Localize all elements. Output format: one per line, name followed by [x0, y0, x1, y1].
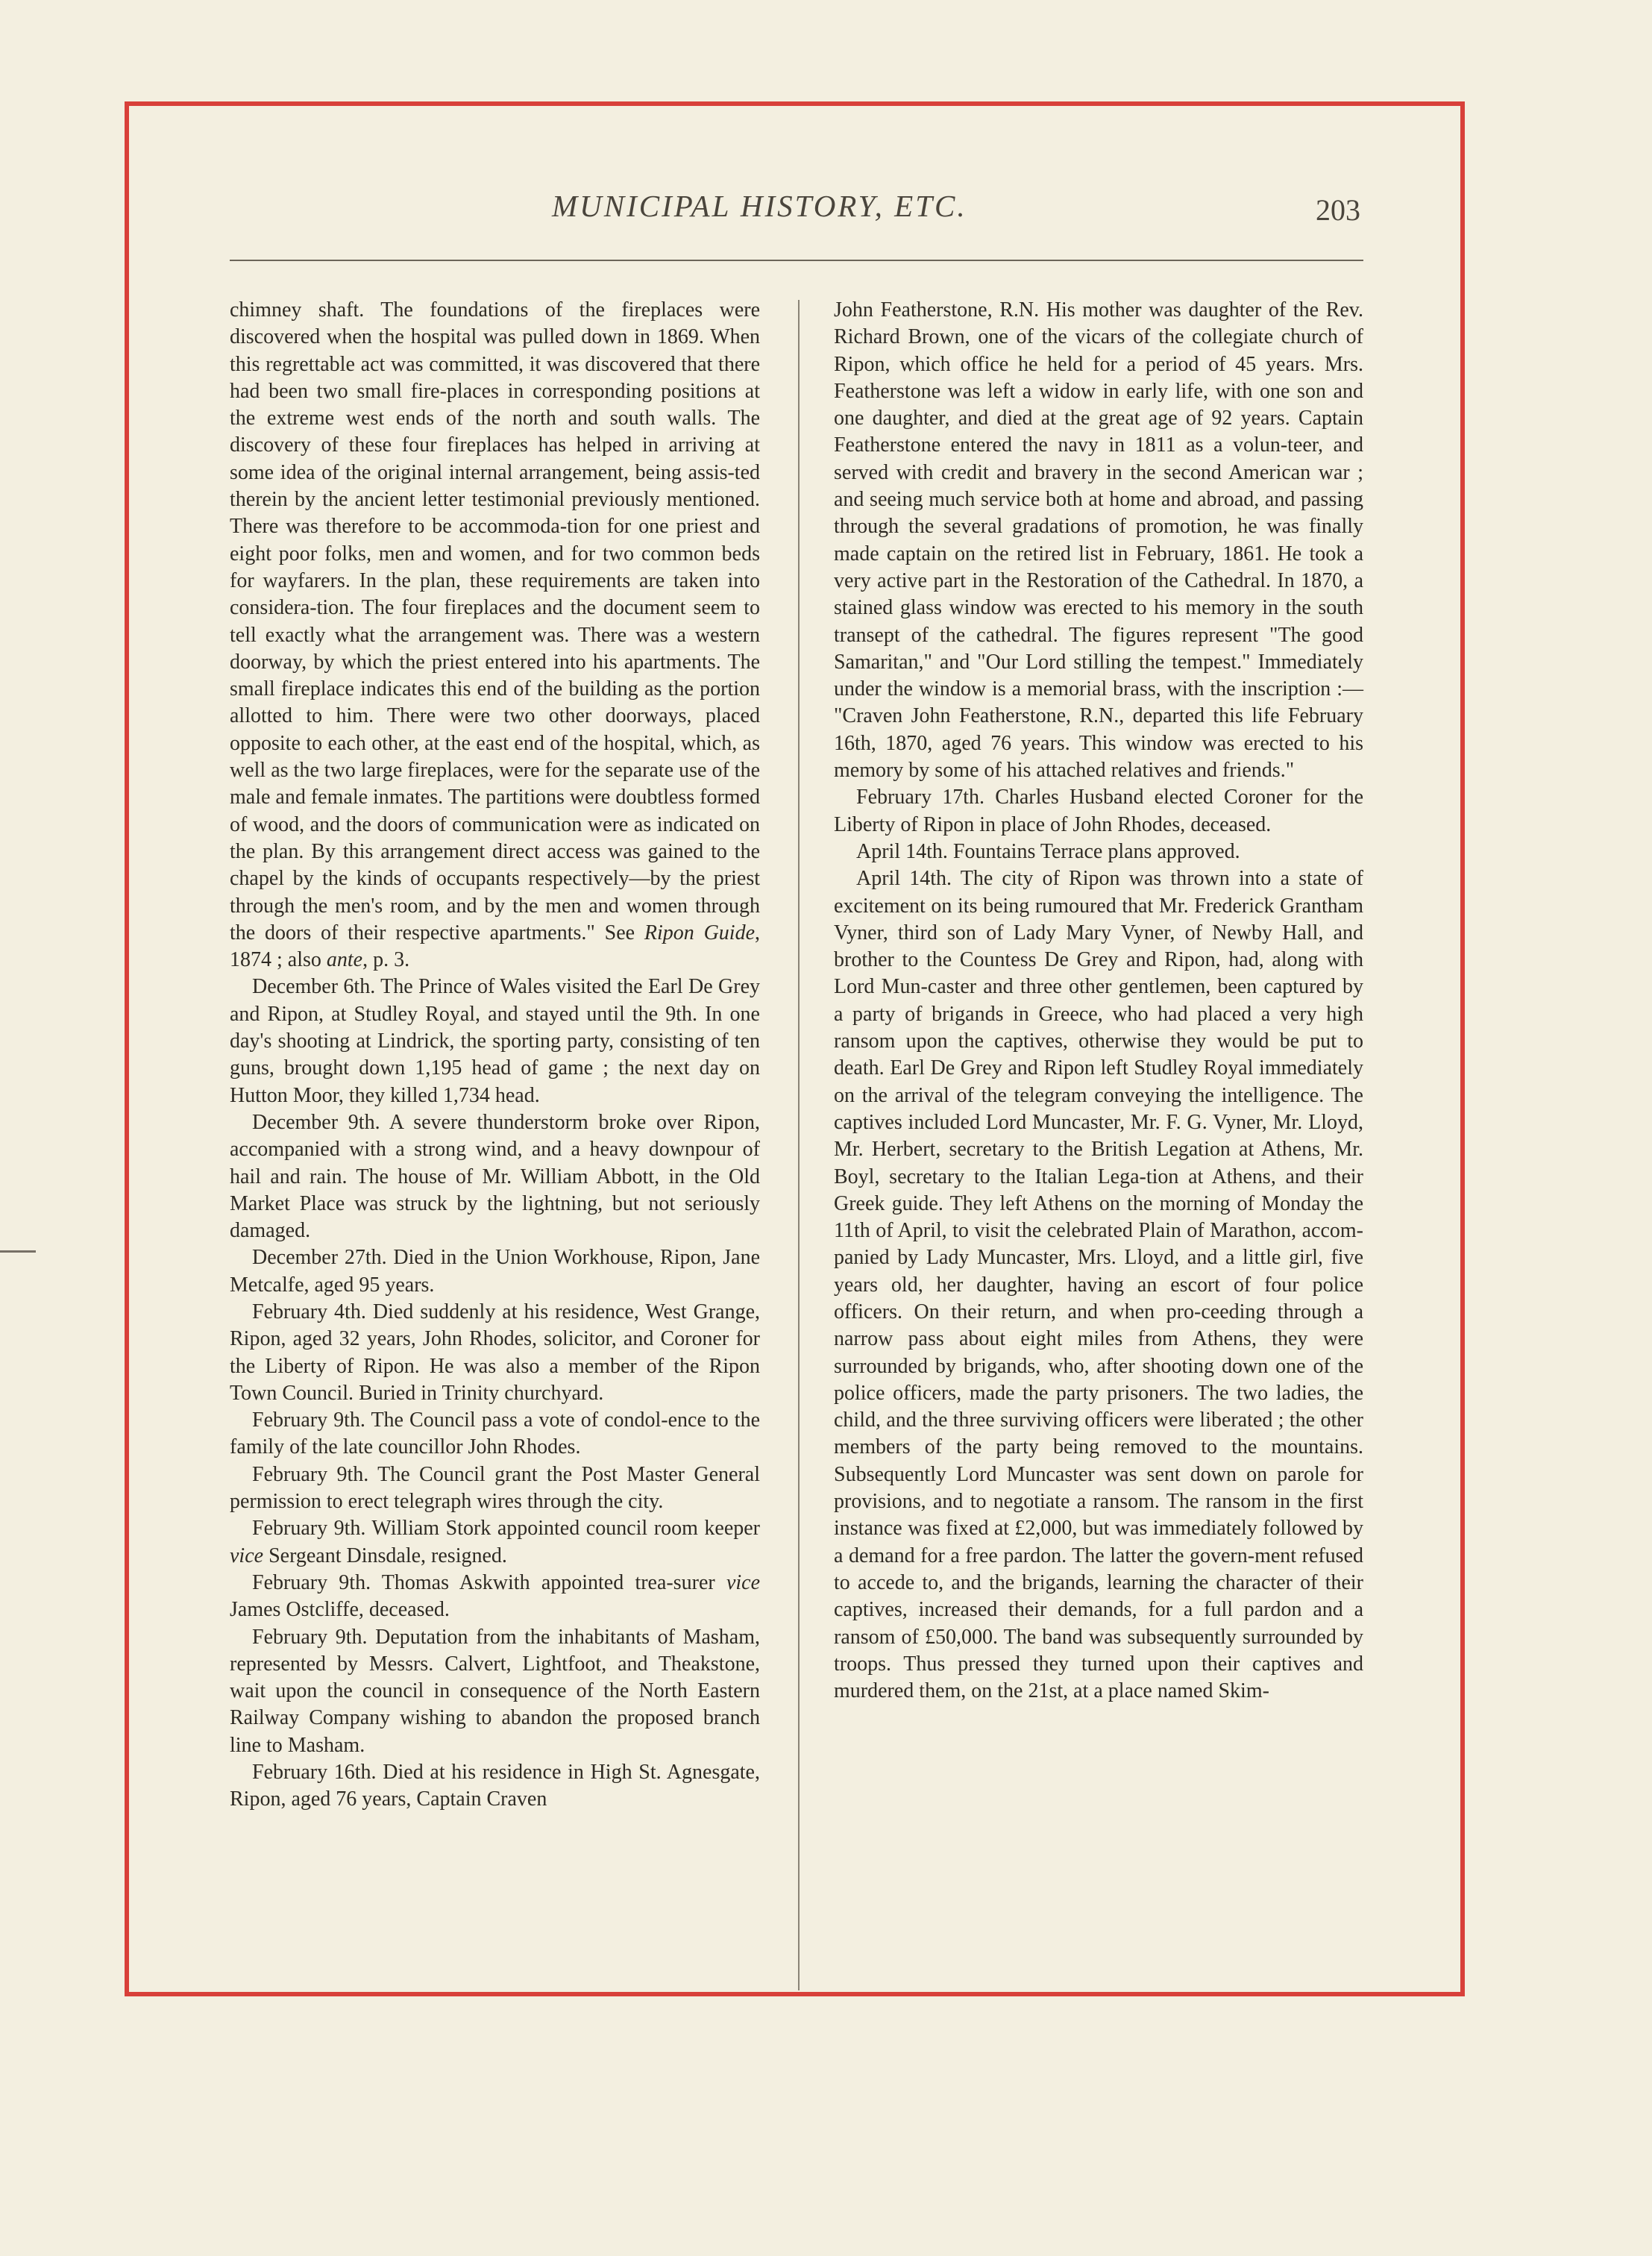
reference-text: , 1874 ; also [230, 921, 761, 972]
entry-text: February 9th. William Stork appointed council room keeper [252, 1517, 760, 1541]
entry-feb-4: February 4th. Died suddenly at his residence, West Grange, Ripon, aged 32 years, John Rhodes, solicitor, and Coroner for the Liberty of Ripon. He was also a member of the Ripon Town Council. Buried in Trinity churchyard. [230, 1300, 760, 1405]
italic-vice: vice [726, 1570, 761, 1594]
entry-feb-9-masham: February 9th. Deputation from the inhabitants of Masham, represented by Messrs. Calvert, Lightfoot, and Theakstone, wait upon the council in consequence of the North Eastern Railway Company wishing to abandon the proposed branch line to Masham. [230, 1625, 760, 1757]
header-rule [230, 260, 1363, 261]
entry-dec-6: December 6th. The Prince of Wales visited the Earl De Grey and Ripon, at Studley Royal, and stayed until the 9th. In one day's shooting at Lindrick, the sporting party, consisting of ten guns, brought down 1,195 head of game ; the next day on Hutton Moor, they killed 1,734 head. [230, 975, 760, 1107]
entry-feb-9-room-keeper [230, 1515, 760, 1570]
entry-feb-16: February 16th. Died at his residence in High St. Agnesgate, Ripon, aged 76 years, Captain Craven [230, 1761, 760, 1811]
margin-mark [0, 1250, 36, 1253]
running-head: MUNICIPAL HISTORY, ETC. [552, 189, 967, 223]
entry-feb-9-telegraph: February 9th. The Council grant the Post Master General permission to erect telegraph wires through the city. [230, 1462, 760, 1514]
right-column [834, 297, 1363, 1705]
paragraph-featherstone: John Featherstone, R.N. His mother was daughter of the Rev. Richard Brown, one of the vicars of the collegiate church of Ripon, which office he held for a period of 45 years. Mrs. Featherstone was left a widow in early life, with one son and one daughter, and died at the great age of 92 years. Captain Featherstone entered the navy in 1811 as a volun-teer, and served with credit and bravery in the second American war ; and seeing much service both at home and abroad, and passing through the several gradations of promotion, he was finally made captain on the retired list in February, 1861. He took a very active part in the Restoration of the Cathedral. In 1870, a stained glass window was erected to his memory in the south transept of the cathedral. The figures represent "The good Samaritan," and "Our Lord stilling the tempest." Immediately under the window is a memorial brass, with the inscription :— "Craven John Featherstone, R.N., departed this life February 16th, 1870, aged 76 years. This window was erected to his memory by some of his attached relatives and friends." [834, 298, 1363, 783]
reference-ripon-guide: Ripon Guide [644, 921, 756, 944]
entry-text: Sergeant Dinsdale, resigned. [268, 1544, 507, 1567]
entry-feb-9-treasurer [230, 1570, 760, 1624]
entry-text: February 9th. Thomas Askwith appointed trea-surer [252, 1570, 715, 1594]
left-column [230, 297, 760, 1814]
paragraph-hospital-fireplaces [230, 297, 760, 974]
entry-apr-14-terrace: April 14th. Fountains Terrace plans approved. [856, 839, 1240, 863]
entry-dec-9: December 9th. A severe thunderstorm broke over Ripon, accompanied with a strong wind, and a heavy downpour of hail and rain. The house of Mr. William Abbott, in the Old Market Place was struck by the lightning, but not seriously damaged. [230, 1110, 760, 1243]
entry-dec-27: December 27th. Died in the Union Workhouse, Ripon, Jane Metcalfe, aged 95 years. [230, 1246, 760, 1297]
paragraph-text: chimney shaft. The foundations of the fireplaces were discovered when the hospital was pulled down in 1869. When this regrettable act was committed, it was discovered that there had been two small fire-places in corresponding positions at the extreme west ends of the north and south walls. The discovery of these four fireplaces has helped in arriving at some idea of the original internal arrangement, being assis-ted therein by the ancient letter testimonial previously mentioned. There was therefore to be accommoda-tion for one priest and eight poor folks, men and women, and for two common beds for wayfarers. In the plan, these requirements are taken into considera-tion. The four fireplaces and the document seem to tell exactly what the arrangement was. There was a western doorway, by which the priest entered into his apartments. The small fireplace indicates this end of the building as the portion allotted to him. There were two other doorways, placed opposite to each other, at the east end of the hospital, which, as well as the two large fireplaces, were for the separate use of the male and female inmates. The partitions were doubtless formed of wood, and the doors of communication were as indicated on the plan. By this arrangement direct access was gained to the chapel by the kinds of occupants respectively—by the priest through the men's room, and by the men and women through the doors of their respective apartments." See [230, 298, 760, 944]
entry-feb-9-condolence: February 9th. The Council pass a vote of condol-ence to the family of the late councillor John Rhodes. [230, 1409, 760, 1459]
italic-vice: vice [230, 1544, 264, 1567]
entry-feb-17: February 17th. Charles Husband elected Coroner for the Liberty of Ripon in place of John Rhodes, deceased. [834, 786, 1363, 836]
reference-ante: ante [326, 948, 363, 972]
column-divider [798, 300, 800, 1990]
page-number: 203 [1316, 193, 1360, 227]
entry-text: James Ostcliffe, deceased. [230, 1598, 450, 1622]
reference-text: , p. 3. [362, 948, 410, 972]
entry-apr-14-brigands: April 14th. The city of Ripon was thrown into a state of excitement on its being rumoured that Mr. Frederick Grantham Vyner, third son of Lady Mary Vyner, of Newby Hall, and brother to the Countess De Grey and Ripon, had, along with Lord Mun-caster and three other gentlemen, been captured by a party of brigands in Greece, who had placed a very high ransom upon the captives, otherwise they would be put to death. Earl De Grey and Ripon left Studley Royal immediately on the arrival of the telegram conveying the intelligence. The captives included Lord Muncaster, Mr. F. G. Vyner, Mr. Lloyd, Mr. Herbert, secretary to the British Legation at Athens, Mr. Boyl, secretary to the Italian Lega-tion at Athens, and their Greek guide. They left Athens on the morning of Monday the 11th of April, to visit the celebrated Plain of Marathon, accom-panied by Lady Muncaster, Mrs. Lloyd, and a little girl, five years old, her daughter, having an escort of four police officers. On their return, and when pro-ceeding through a narrow pass about eight miles from Athens, they were surrounded by brigands, who, after shooting down one of the police officers, made the party prisoners. The two ladies, the child, and the three surviving officers were liberated ; the other members of the party being removed to the mountains. Subsequently Lord Muncaster was sent down on parole for provisions, and to negotiate a ransom. The ransom in the first instance was fixed at £2,000, but was immediately followed by a demand for a free pardon. The latter the govern-ment refused to accede to, and the brigands, learning the character of their captives, increased their demands, for a full pardon and a ransom of £50,000. The band was subsequently surrounded by troops. Thus pressed they turned upon their captives and murdered them, on the 21st, at a place named Skim- [834, 867, 1363, 1703]
